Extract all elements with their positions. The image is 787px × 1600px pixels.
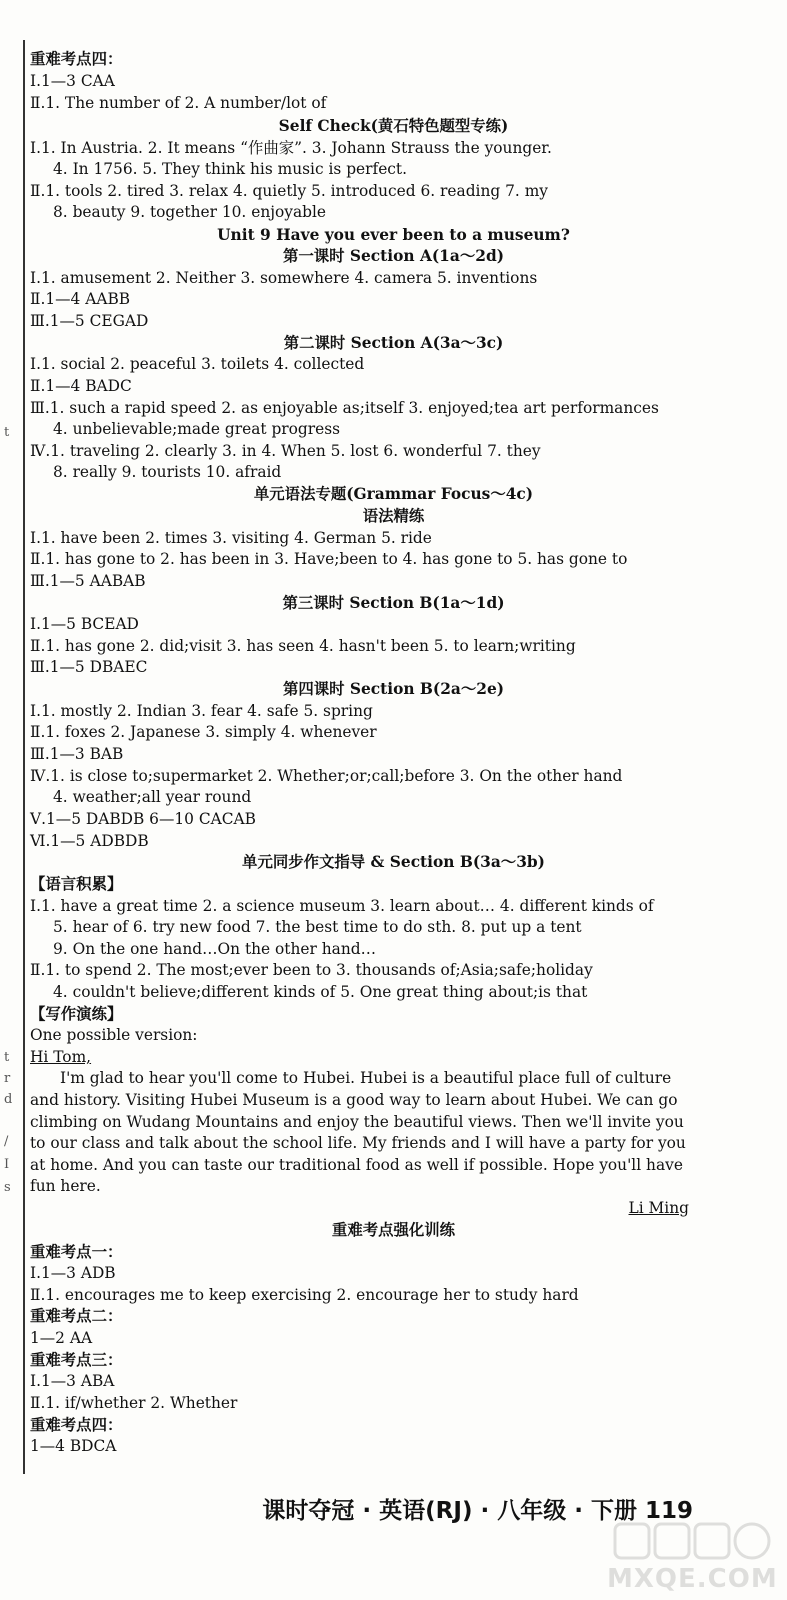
gutter-char: I xyxy=(4,1157,10,1172)
answer-line: 9. On the one hand…On the other hand… xyxy=(53,940,377,958)
answer-line: Ⅱ.1. to spend 2. The most;ever been to 3. thousands of;Asia;safe;holiday xyxy=(30,961,593,979)
answer-line: Ⅱ.1. if/whether 2. Whether xyxy=(30,1394,238,1412)
answer-line: Ⅳ.1. is close to;supermarket 2. Whether;or;call;before 3. On the other hand xyxy=(30,767,623,785)
answer-line: Ⅰ.1. amusement 2. Neither 3. somewhere 4. camera 5. inventions xyxy=(30,269,538,287)
answer-line: Ⅲ.1—3 BAB xyxy=(30,745,124,763)
answer-line: Ⅵ.1—5 ADBDB xyxy=(30,832,149,850)
section-heading: 【写作演练】 xyxy=(30,1005,123,1023)
gutter-char: t xyxy=(4,425,10,440)
answer-line: Ⅰ.1. have been 2. times 3. visiting 4. German 5. ride xyxy=(30,529,432,547)
answer-line: Ⅲ.1—5 AABAB xyxy=(30,572,146,590)
essay-greeting: Hi Tom, xyxy=(30,1048,92,1066)
lesson-title: 第四课时 Section B(2a～2e) xyxy=(282,680,505,698)
lesson-title: 第三课时 Section B(1a～1d) xyxy=(282,594,505,612)
lesson-title: 第二课时 Section A(3a～3c) xyxy=(283,334,504,352)
answer-line: Ⅱ.1—4 AABB xyxy=(30,290,131,308)
answer-line: Ⅰ.1—3 ABA xyxy=(30,1372,115,1390)
essay-signature: Li Ming xyxy=(628,1199,689,1217)
answer-line: Ⅰ.1—5 BCEAD xyxy=(30,615,139,633)
watermark-logo xyxy=(607,1520,777,1596)
section-heading: 重难考点二： xyxy=(30,1307,123,1325)
lesson-title: 第一课时 Section A(1a～2d) xyxy=(282,247,504,265)
answer-line: Ⅰ.1. have a great time 2. a science museum 3. learn about… 4. different kinds of xyxy=(30,897,654,915)
answer-line: Ⅳ.1. traveling 2. clearly 3. in 4. When 5. lost 6. wonderful 7. they xyxy=(30,442,541,460)
essay-line: fun here. xyxy=(30,1177,101,1195)
answer-line: 4. couldn't believe;different kinds of 5. One great thing about;is that xyxy=(53,983,588,1001)
unit-title: Unit 9 Have you ever been to a museum? xyxy=(217,226,570,244)
gutter-char: / xyxy=(4,1134,9,1149)
essay-line: to our class and talk about the school life. My friends and I will have a party for you xyxy=(30,1134,686,1152)
answer-line: Ⅴ.1—5 DABDB 6—10 CACAB xyxy=(30,810,256,828)
answer-line: Ⅲ.1—5 DBAEC xyxy=(30,658,148,676)
answer-line: 4. unbelievable;made great progress xyxy=(53,420,341,438)
essay-line: climbing on Wudang Mountains and enjoy the beautiful views. Then we'll invite you xyxy=(30,1113,684,1131)
essay-line: at home. And you can taste our traditional food as well if possible. Hope you'll have xyxy=(30,1156,683,1174)
answer-line: Ⅱ.1. encourages me to keep exercising 2. encourage her to study hard xyxy=(30,1286,579,1304)
section-heading: 重难考点三： xyxy=(30,1351,123,1369)
answer-line: 1—4 BDCA xyxy=(30,1437,117,1455)
answer-line: 8. really 9. tourists 10. afraid xyxy=(53,463,282,481)
section-title: 单元同步作文指导 & Section B(3a～3b) xyxy=(242,853,545,871)
answer-line: Ⅱ.1. has gone to 2. has been in 3. Have;been to 4. has gone to 5. has gone to xyxy=(30,550,628,568)
answer-line: 4. weather;all year round xyxy=(53,788,252,806)
answer-line: Ⅱ.1. foxes 2. Japanese 3. simply 4. whenever xyxy=(30,723,377,741)
section-heading: 重难考点四： xyxy=(30,1416,123,1434)
section-heading: 【语言积累】 xyxy=(30,875,123,893)
answer-line: Ⅱ.1. tools 2. tired 3. relax 4. quietly 5. introduced 6. reading 7. my xyxy=(30,182,548,200)
answer-line: Ⅲ.1. such a rapid speed 2. as enjoyable as;itself 3. enjoyed;tea art performances xyxy=(30,399,659,417)
answer-line: 5. hear of 6. try new food 7. the best time to do sth. 8. put up a tent xyxy=(53,918,582,936)
gutter-char: t xyxy=(4,1050,10,1065)
section-title: 单元语法专题(Grammar Focus～4c) xyxy=(253,485,534,503)
answer-line: 1—2 AA xyxy=(30,1329,93,1347)
answer-line: Ⅲ.1—5 CEGAD xyxy=(30,312,149,330)
answer-line: Ⅱ.1—4 BADC xyxy=(30,377,132,395)
answer-line: Ⅰ.1. mostly 2. Indian 3. fear 4. safe 5. spring xyxy=(30,702,373,720)
answer-line: 8. beauty 9. together 10. enjoyable xyxy=(53,203,327,221)
essay-line: and history. Visiting Hubei Museum is a good way to learn about Hubei. We can go xyxy=(30,1091,678,1109)
answer-line: Ⅱ.1. has gone 2. did;visit 3. has seen 4. hasn't been 5. to learn;writing xyxy=(30,637,576,655)
essay-intro: One possible version: xyxy=(30,1026,198,1044)
sub-title: 语法精练 xyxy=(362,507,425,525)
essay-line: I'm glad to hear you'll come to Hubei. Hubei is a beautiful place full of culture xyxy=(60,1069,672,1087)
section-title: 重难考点强化训练 xyxy=(331,1221,456,1239)
answer-line: Ⅱ.1. The number of 2. A number/lot of xyxy=(30,94,327,112)
answer-line: 4. In 1756. 5. They think his music is perfect. xyxy=(53,160,408,178)
answer-line: Ⅰ.1—3 CAA xyxy=(30,72,115,90)
gutter-char: s xyxy=(4,1180,11,1195)
answer-line: Ⅰ.1. In Austria. 2. It means “作曲家”. 3. Johann Strauss the younger. xyxy=(30,139,552,157)
gutter-char: d xyxy=(4,1092,13,1107)
watermark-text: MXQE.COM xyxy=(607,1564,778,1594)
page-footer: 课时夺冠 · 英语(RJ) · 八年级 · 下册 119 xyxy=(262,1498,693,1524)
answer-line: Ⅰ.1. social 2. peaceful 3. toilets 4. collected xyxy=(30,355,365,373)
section-title: Self Check(黄石特色题型专练) xyxy=(278,117,509,135)
watermark-badge-icon xyxy=(607,1520,777,1570)
gutter-char: r xyxy=(4,1071,11,1086)
answer-line: Ⅰ.1—3 ADB xyxy=(30,1264,116,1282)
section-heading: 重难考点一： xyxy=(30,1243,123,1261)
section-heading: 重难考点四： xyxy=(30,50,123,68)
